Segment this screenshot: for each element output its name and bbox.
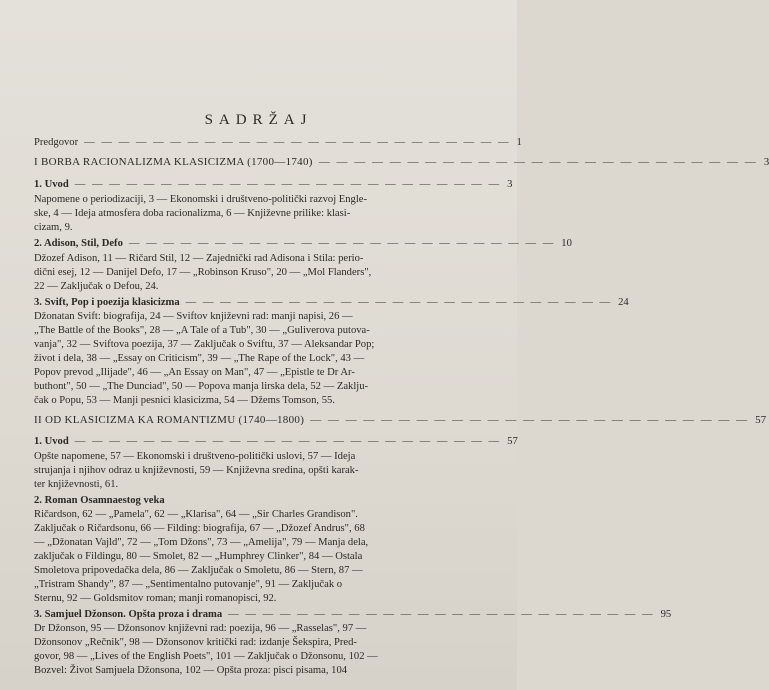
toc-section-2-3	[34, 608, 672, 621]
toc-page-number: 57	[507, 436, 518, 447]
toc-text-line: Džonatan Svift: biografija, 24 — Sviftov književni rad: manji napisi, 26 —	[34, 311, 353, 322]
toc-text-line: dični esej, 12 — Danijel Defo, 17 — „Robinson Kruso", 20 — „Mol Flanders",	[34, 267, 372, 278]
dot-leader: — — — — — — — — — — — — — — — — — — — — — — — — —	[128, 238, 556, 249]
dot-leader: — — — — — — — — — — — — — — — — — — — — — — — — —	[310, 414, 750, 426]
toc-text-line: „The Battle of the Books", 28 — „A Tale of a Tub", 30 — „Guliverova putova-	[34, 325, 370, 336]
dot-leader: — — — — — — — — — — — — — — — — — — — — — — — — —	[74, 179, 502, 190]
toc-entry-label: Predgovor	[34, 137, 79, 148]
toc-text-line: Bozvel: Život Samjuela Džonsona, 102 — Opšta proza: pisci pisama, 104	[34, 665, 348, 676]
toc-text-line: Ričardson, 62 — „Pamela", 62 — „Klarisa", 64 — „Sir Charles Grandison".	[34, 509, 358, 520]
toc-page-number: 95	[660, 609, 672, 620]
toc-text-line: vanja", 32 — Sviftova poezija, 37 — Zaključak o Sviftu, 37 — Aleksandar Pop;	[34, 339, 375, 350]
toc-text-line: Džonsonov „Rečnik", 98 — Džonsonov kritički rad: izdanje Šekspira, Pred-	[34, 637, 357, 648]
toc-text-line: „Tristram Shandy", 87 — „Sentimentalno putovanje", 91 — Zaključak o	[34, 579, 343, 590]
toc-page-number: 57	[755, 414, 767, 426]
toc-text-line: 22 — Zaključak o Defou, 24.	[34, 281, 159, 292]
toc-text-line: Dr Džonson, 95 — Džonsonov književni rad: poezija, 96 — „Rasselas", 97 —	[34, 623, 367, 634]
dot-leader: — — — — — — — — — — — — — — — — — — — — — — — — —	[228, 609, 655, 620]
toc-text-line: Sternu, 92 — Goldsmitov roman; manji romanopisci, 92.	[34, 593, 277, 604]
toc-section-label: 1. Uvod	[34, 436, 69, 447]
toc-section-label: 2. Adison, Stil, Defo	[34, 238, 123, 249]
toc-text-line: Zaključak o Ričardsonu, 66 — Filding: biografija, 67 — „Džozef Andrus", 68	[34, 523, 365, 534]
toc-text-line: Popov prevod „Ilijade", 46 — „An Essay on Man", 47 — „Epistle te Dr Ar-	[34, 367, 355, 378]
toc-part-2	[34, 414, 767, 427]
toc-section-2-1	[34, 435, 518, 448]
toc-section-1-1	[34, 178, 513, 191]
toc-part-label: I BORBA RACIONALIZMA KLASICIZMA (1700—1740)	[34, 156, 313, 168]
toc-text-line: strujanja i njihov odraz u književnosti, 59 — Književna sredina, opšti karak-	[34, 465, 359, 476]
dot-leader: — — — — — — — — — — — — — — — — — — — — — — — — —	[185, 297, 613, 308]
toc-text-line: buthont", 50 — „The Dunciad", 50 — Popova manja lirska dela, 52 — Zaklju-	[34, 381, 369, 392]
toc-section-label: 2. Roman Osamnaestog veka	[34, 495, 165, 506]
toc-text-line: — „Džonatan Vajld", 72 — „Tom Džons", 73 — „Amelija", 79 — Manja dela,	[34, 537, 369, 548]
toc-page-number: 3	[507, 179, 513, 190]
toc-text-line: Smoletova pripovedačka dela, 86 — Zaključak o Smoletu, 86 — Stern, 87 —	[34, 565, 363, 576]
dot-leader: — — — — — — — — — — — — — — — — — — — — — — — — —	[84, 137, 511, 148]
toc-entry-predgovor	[34, 136, 522, 149]
toc-text-line: ter književnosti, 61.	[34, 479, 119, 490]
toc-part-1	[34, 156, 769, 169]
toc-section-1-3	[34, 296, 629, 309]
toc-page-number: 1	[516, 137, 522, 148]
toc-text-line: Napomene o periodizaciji, 3 — Ekonomski i društveno-politički razvoj Engle-	[34, 194, 368, 205]
toc-part-label: II OD KLASICIZMA KA ROMANTIZMU (1740—1800)	[34, 414, 305, 426]
toc-page-number: 24	[618, 297, 629, 308]
toc-text-line: govor, 98 — „Lives of the English Poets", 101 — Zaključak o Džonsonu, 102 —	[34, 651, 378, 662]
toc-page-number: 10	[561, 238, 572, 249]
toc-section-2-2	[34, 494, 486, 507]
toc-text-line: Opšte napomene, 57 — Ekonomski i društveno-politički uslovi, 57 — Ideja	[34, 451, 356, 462]
toc-text-line: Džozef Adison, 11 — Ričard Stil, 12 — Zajednički rad Adisona i Stila: perio-	[34, 253, 364, 264]
toc-text-line: cizam, 9.	[34, 222, 73, 233]
dot-leader: — — — — — — — — — — — — — — — — — — — — — — — — —	[74, 436, 502, 447]
page-title: SADRŽAJ	[204, 112, 313, 128]
toc-section-1-2	[34, 237, 572, 250]
toc-text-line: zaključak o Fildingu, 80 — Smolet, 82 — „Humphrey Clinker", 84 — Ostala	[34, 551, 363, 562]
toc-text-line: život i dela, 38 — „Essay on Criticism", 39 — „The Rape of the Lock", 43 —	[34, 353, 365, 364]
dot-leader: — — — — — — — — — — — — — — — — — — — — — — — — —	[318, 156, 758, 168]
toc-section-label: 3. Samjuel Džonson. Opšta proza i drama	[34, 609, 223, 620]
toc-page-number: 3	[763, 156, 769, 168]
toc-text-line: ske, 4 — Ideja atmosfera doba racionalizma, 6 — Književne prilike: klasi-	[34, 208, 351, 219]
toc-text-line: čak o Popu, 53 — Manji pesnici klasicizma, 54 — Džems Tomson, 55.	[34, 395, 335, 406]
toc-section-label: 3. Svift, Pop i poezija klasicizma	[34, 297, 180, 308]
toc-section-label: 1. Uvod	[34, 179, 69, 190]
